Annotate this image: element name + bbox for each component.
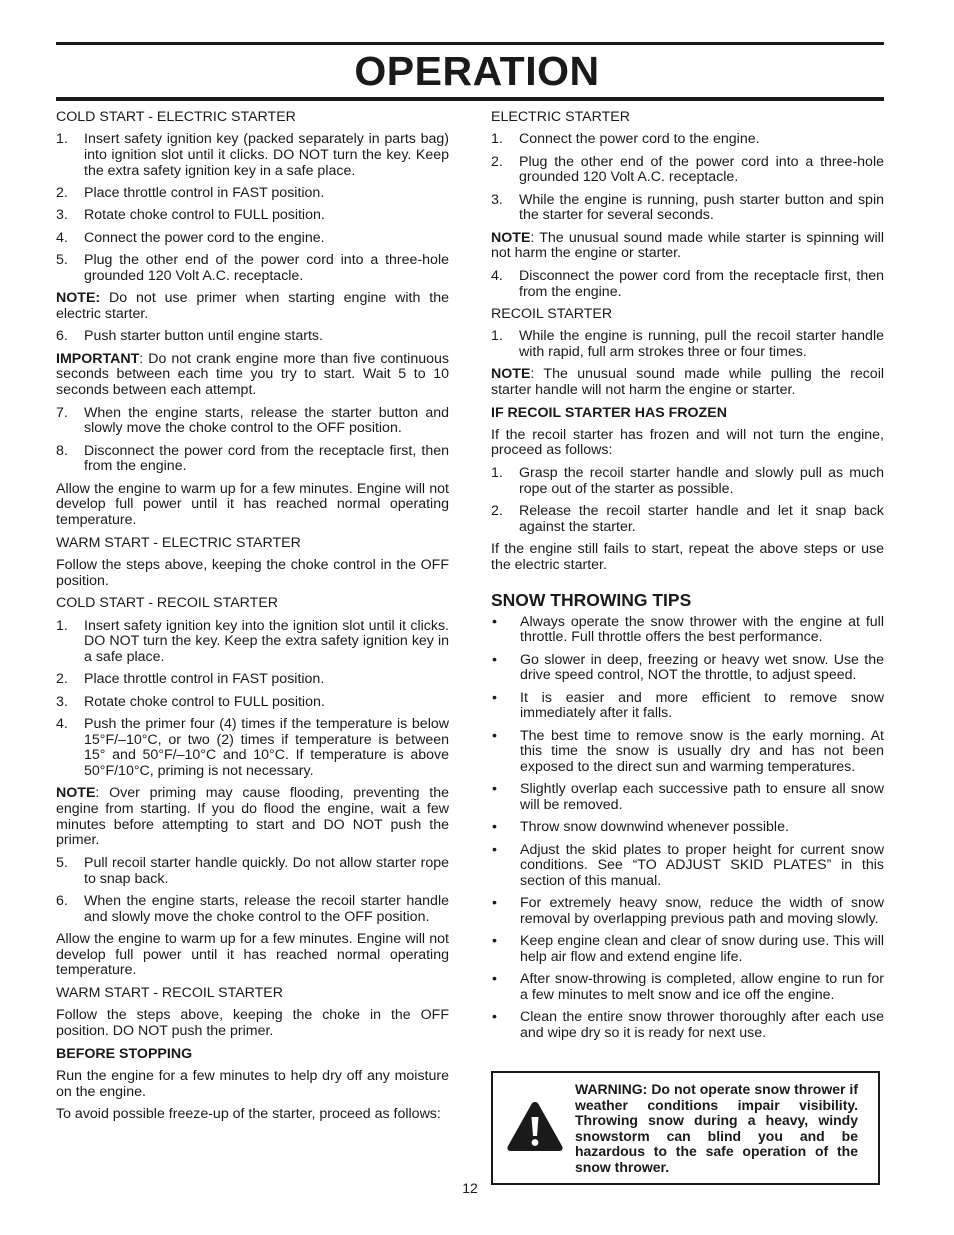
list-item: 4. Push the primer four (4) times if the temperature is below 15°F/–10°C, or two (2) times if temperature is between 15° and 50°F/–10°C and 10°C. If temperature is above 50°F/10°C, priming is not necessary. bbox=[56, 715, 449, 779]
list-item: 1. Connect the power cord to the engine. bbox=[491, 131, 760, 148]
cold-start-electric-steps bbox=[56, 132, 449, 284]
list-item: • Adjust the skid plates to proper height for current snow conditions. See “TO ADJUST SKID PLATES” in this section of this manual. bbox=[492, 841, 884, 889]
over-priming-note: NOTE: Over priming may cause flooding, preventing the engine from starting. If you do flood the engine, wait a few minutes before attempting to start and DO NOT push the primer. bbox=[56, 785, 449, 849]
list-item: 2. Release the recoil starter handle and let it snap back against the starter. bbox=[491, 503, 884, 535]
starter-sound-note: NOTE: The unusual sound made while starter is spinning will not harm the engine or starter. bbox=[491, 229, 884, 262]
cold-start-recoil-heading: COLD START - RECOIL STARTER bbox=[56, 595, 279, 612]
snow-throwing-tips-heading: SNOW THROWING TIPS bbox=[491, 589, 692, 610]
warm-start-electric-heading: WARM START - ELECTRIC STARTER bbox=[56, 534, 301, 551]
cold-start-electric-heading: COLD START - ELECTRIC STARTER bbox=[56, 109, 296, 125]
before-stopping-heading: BEFORE STOPPING bbox=[56, 1045, 193, 1062]
list-item: 5. Pull recoil starter handle quickly. Do not allow starter rope to snap back. bbox=[56, 855, 449, 887]
list-item: 4. Connect the power cord to the engine. bbox=[56, 229, 325, 246]
list-item: 7. When the engine starts, release the starter button and slowly move the choke control to the OFF position. bbox=[56, 404, 449, 437]
warning-box bbox=[491, 1071, 880, 1185]
electric-starter-heading: ELECTRIC STARTER bbox=[491, 109, 631, 125]
list-item: • Keep engine clean and clear of snow during use. This will help air flow and extend engine life. bbox=[492, 933, 884, 965]
frozen-intro: If the recoil starter has frozen and will not turn the engine, proceed as follows: bbox=[491, 426, 884, 459]
warm-start-recoil-text: Follow the steps above, keeping the choke in the OFF position. DO NOT push the primer. bbox=[56, 1007, 449, 1040]
list-item: • The best time to remove snow is the early morning. At this time the snow is usually dry and has not been exposed to the direct sun and warming temperatures. bbox=[492, 727, 884, 775]
list-item: 1. Insert safety ignition key into the ignition slot until it clicks. DO NOT turn the key. Keep the extra safety ignition key in a safe place. bbox=[56, 617, 449, 665]
list-item: 8. Disconnect the power cord from the receptacle first, then from the engine. bbox=[56, 442, 449, 475]
recoil-starter-heading: RECOIL STARTER bbox=[491, 305, 613, 322]
list-item: 2. Place throttle control in FAST position. bbox=[56, 184, 325, 201]
warning-triangle-icon bbox=[506, 1100, 564, 1153]
list-item: 3. Rotate choke control to FULL position. bbox=[56, 207, 325, 224]
header-bottom-rule bbox=[56, 97, 884, 101]
list-item: 3. Rotate choke control to FULL position. bbox=[56, 693, 325, 710]
primer-note: NOTE: Do not use primer when starting engine with the electric starter. bbox=[56, 289, 449, 322]
list-item: 2. Plug the other end of the power cord into a three-hole grounded 120 Volt A.C. receptacle. bbox=[491, 153, 884, 186]
frozen-starter-heading: IF RECOIL STARTER HAS FROZEN bbox=[491, 404, 727, 421]
freeze-up-text: To avoid possible freeze-up of the starter, proceed as follows: bbox=[56, 1106, 441, 1123]
list-item: • Slightly overlap each successive path to ensure all snow will be removed. bbox=[492, 781, 884, 813]
list-item: 4. Disconnect the power cord from the receptacle first, then from the engine. bbox=[491, 267, 884, 300]
before-stopping-text: Run the engine for a few minutes to help dry off any moisture on the engine. bbox=[56, 1067, 449, 1100]
warm-start-electric-text: Follow the steps above, keeping the choke control in the OFF position. bbox=[56, 556, 449, 589]
list-item: 6. When the engine starts, release the recoil starter handle and slowly move the choke control to the OFF position. bbox=[56, 893, 449, 925]
list-item: 1. Insert safety ignition key (packed separately in parts bag) into ignition slot until it clicks. DO NOT turn the key. Keep the extra safety ignition key in a safe place. bbox=[56, 131, 449, 179]
list-item: • Clean the entire snow thrower thoroughly after each use and wipe dry so it is ready for next use. bbox=[492, 1009, 884, 1041]
warm-start-recoil-heading: WARM START - RECOIL STARTER bbox=[56, 985, 284, 1002]
warning-text: WARNING: Do not operate snow thrower if weather conditions impair visibility. Throwing snow during a heavy, windy snowstorm can blind you and be hazardous to the safe operation of the snow thrower. bbox=[575, 1081, 858, 1175]
list-item: 1. Grasp the recoil starter handle and slowly pull as much rope out of the starter as possible. bbox=[491, 465, 884, 497]
warmup-paragraph: Allow the engine to warm up for a few minutes. Engine will not develop full power until it has reached normal operating temperature. bbox=[56, 480, 449, 529]
snow-tips-list bbox=[491, 615, 884, 1042]
page-number: 12 bbox=[462, 1180, 478, 1196]
list-item: 5. Plug the other end of the power cord into a three-hole grounded 120 Volt A.C. receptacle. bbox=[56, 251, 449, 284]
important-note: IMPORTANT: Do not crank engine more than five continuous seconds between each time you try to start. Wait 5 to 10 seconds between each attempt. bbox=[56, 350, 449, 398]
list-item: 3. While the engine is running, push starter button and spin the starter for several seconds. bbox=[491, 191, 884, 224]
list-item: 2. Place throttle control in FAST position. bbox=[56, 671, 325, 688]
left-column bbox=[56, 110, 449, 1130]
header-top-rule bbox=[56, 42, 884, 45]
list-item: • Throw snow downwind whenever possible. bbox=[492, 819, 789, 836]
list-item: • Go slower in deep, freezing or heavy wet snow. Use the drive speed control, NOT the throttle, to adjust speed. bbox=[492, 651, 884, 684]
list-item: • Always operate the snow thrower with the engine at full throttle. Full throttle offers the best performance. bbox=[492, 613, 884, 646]
list-item: 6. Push starter button until engine starts. bbox=[56, 328, 323, 345]
warmup-paragraph: Allow the engine to warm up for a few minutes. Engine will not develop full power until it has reached normal operating temperature. bbox=[56, 931, 449, 979]
list-item: • After snow-throwing is completed, allow engine to run for a few minutes to melt snow and ice off the engine. bbox=[492, 971, 884, 1003]
page-title: OPERATION bbox=[354, 48, 600, 94]
frozen-outro: If the engine still fails to start, repeat the above steps or use the electric starter. bbox=[491, 541, 884, 573]
list-item: • For extremely heavy snow, reduce the width of snow removal by overlapping previous path and moving slowly. bbox=[492, 895, 884, 927]
recoil-sound-note: NOTE: The unusual sound made while pulling the recoil starter handle will not harm the engine or starter. bbox=[491, 366, 884, 398]
list-item: • It is easier and more efficient to remove snow immediately after it falls. bbox=[492, 689, 884, 722]
right-column bbox=[491, 110, 884, 1048]
list-item: 1. While the engine is running, pull the recoil starter handle with rapid, full arm strokes three or four times. bbox=[491, 328, 884, 360]
